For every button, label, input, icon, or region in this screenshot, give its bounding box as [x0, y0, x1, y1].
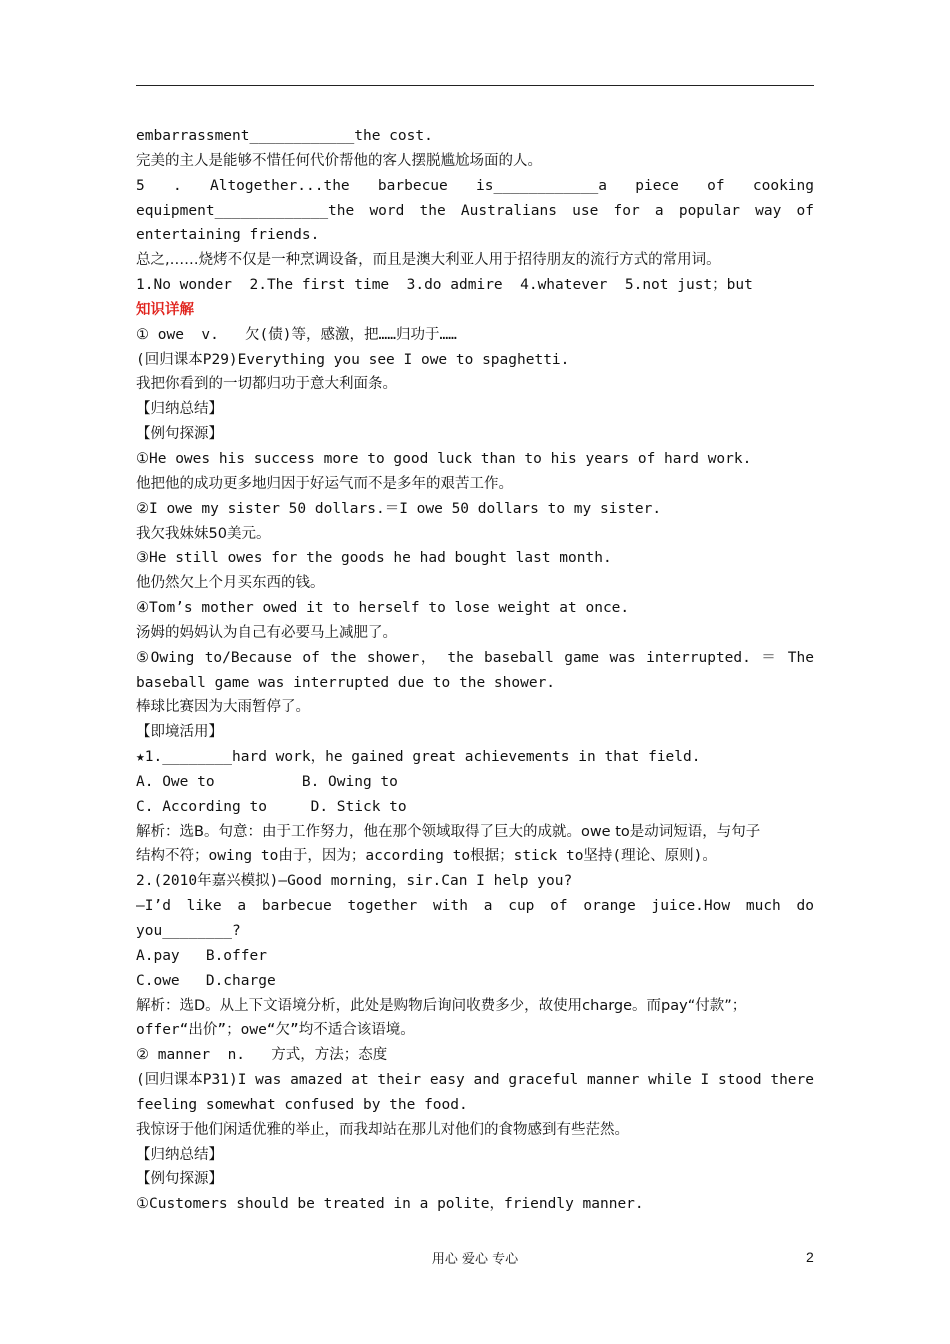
text-line: ② manner n. 方式，方法；态度 [136, 1047, 388, 1064]
text-line: 解析：选D。从上下文语境分析，此处是购物后询问收费多少，故使用charge。而pay“付款”； [136, 997, 747, 1014]
text-line: 我惊讶于他们闲适优雅的举止，而我却站在那儿对他们的食物感到有些茫然。 [136, 1121, 629, 1138]
text-line: 他把他的成功更多地归因于好运气而不是多年的艰苦工作。 [136, 475, 513, 492]
text-line: ① owe v. 欠(债)等，感激，把……归功于…… [136, 326, 457, 343]
text-line: 结构不符；owing to由于，因为；according to根据；stick to坚持(理论、原则)。 [136, 848, 717, 865]
text-line: 棒球比赛因为大雨暂停了。 [136, 699, 310, 716]
page-number: 2 [806, 1249, 814, 1265]
document-body [136, 124, 814, 1217]
text-line: 【归纳总结】 [136, 1146, 223, 1163]
text-line: ★1.________hard work，he gained great achievements in that field. [136, 749, 701, 766]
text-line: you________? [136, 923, 241, 939]
text-line: C. According to D. Stick to [136, 798, 407, 815]
text-line: 我把你看到的一切都归功于意大利面条。 [136, 376, 397, 393]
footer-motto: 用心 爱心 专心 [431, 1252, 519, 1267]
text-line: 【即境活用】 [136, 724, 223, 741]
text-line: equipment_____________the word the Australians use for a popular way of [136, 202, 814, 219]
text-line: —I’d like a barbecue together with a cup of orange juice.How much do [136, 898, 814, 915]
text-line: 他仍然欠上个月买东西的钱。 [136, 575, 325, 592]
text-line: 解析：选B。句意：由于工作努力，他在那个领域取得了巨大的成就。owe to是动词短语，与句子 [136, 823, 761, 840]
text-line: 我欠我妹妹50美元。 [136, 525, 271, 542]
text-line: embarrassment____________the cost. [136, 128, 433, 144]
text-line: 【例句探源】 [136, 1171, 223, 1188]
text-line: 1.No wonder 2.The first time 3.do admire 4.whatever 5.not just；but [136, 277, 753, 294]
text-line: 总之,……烧烤不仅是一种烹调设备，而且是澳大利亚人用于招待朋友的流行方式的常用词。 [136, 252, 721, 269]
header-rule [136, 85, 814, 86]
text-line: C.owe D.charge [136, 972, 276, 989]
text-line: 完美的主人是能够不惜任何代价帮他的客人摆脱尴尬场面的人。 [136, 152, 542, 169]
text-line: ③He still owes for the goods he had bought last month. [136, 550, 612, 567]
text-line: A. Owe to B. Owing to [136, 773, 398, 790]
text-line: ④Tom’s mother owed it to herself to lose weight at once. [136, 600, 630, 617]
text-line: (回归课本P31)I was amazed at their easy and graceful manner while I stood there [136, 1072, 814, 1089]
text-line: offer“出价”；owe“欠”均不适合该语境。 [136, 1022, 415, 1039]
text-line: 汤姆的妈妈认为自己有必要马上减肥了。 [136, 624, 397, 641]
text-line: ①Customers should be treated in a polite，friendly manner. [136, 1196, 644, 1213]
text-line: (回归课本P29)Everything you see I owe to spaghetti. [136, 351, 570, 368]
text-line: ①He owes his success more to good luck than to his years of hard work. [136, 450, 752, 467]
text-line: feeling somewhat confused by the food. [136, 1096, 468, 1113]
text-line: 5 . Altogether...the barbecue is____________a piece of cooking [136, 177, 814, 194]
text-line: 【例句探源】 [136, 426, 223, 443]
text-line: A.pay B.offer [136, 947, 267, 964]
text-line: 【归纳总结】 [136, 401, 223, 418]
text-line: entertaining friends. [136, 227, 320, 244]
section-heading: 知识详解 [136, 301, 194, 318]
text-line: 2.(2010年嘉兴模拟)—Good morning，sir.Can I help you? [136, 873, 573, 890]
text-line: ②I owe my sister 50 dollars.＝I owe 50 dollars to my sister. [136, 500, 662, 517]
text-line: ⑤Owing to/Because of the shower， the baseball game was interrupted. ＝ The [136, 649, 814, 666]
text-line: baseball game was interrupted due to the shower. [136, 674, 556, 691]
